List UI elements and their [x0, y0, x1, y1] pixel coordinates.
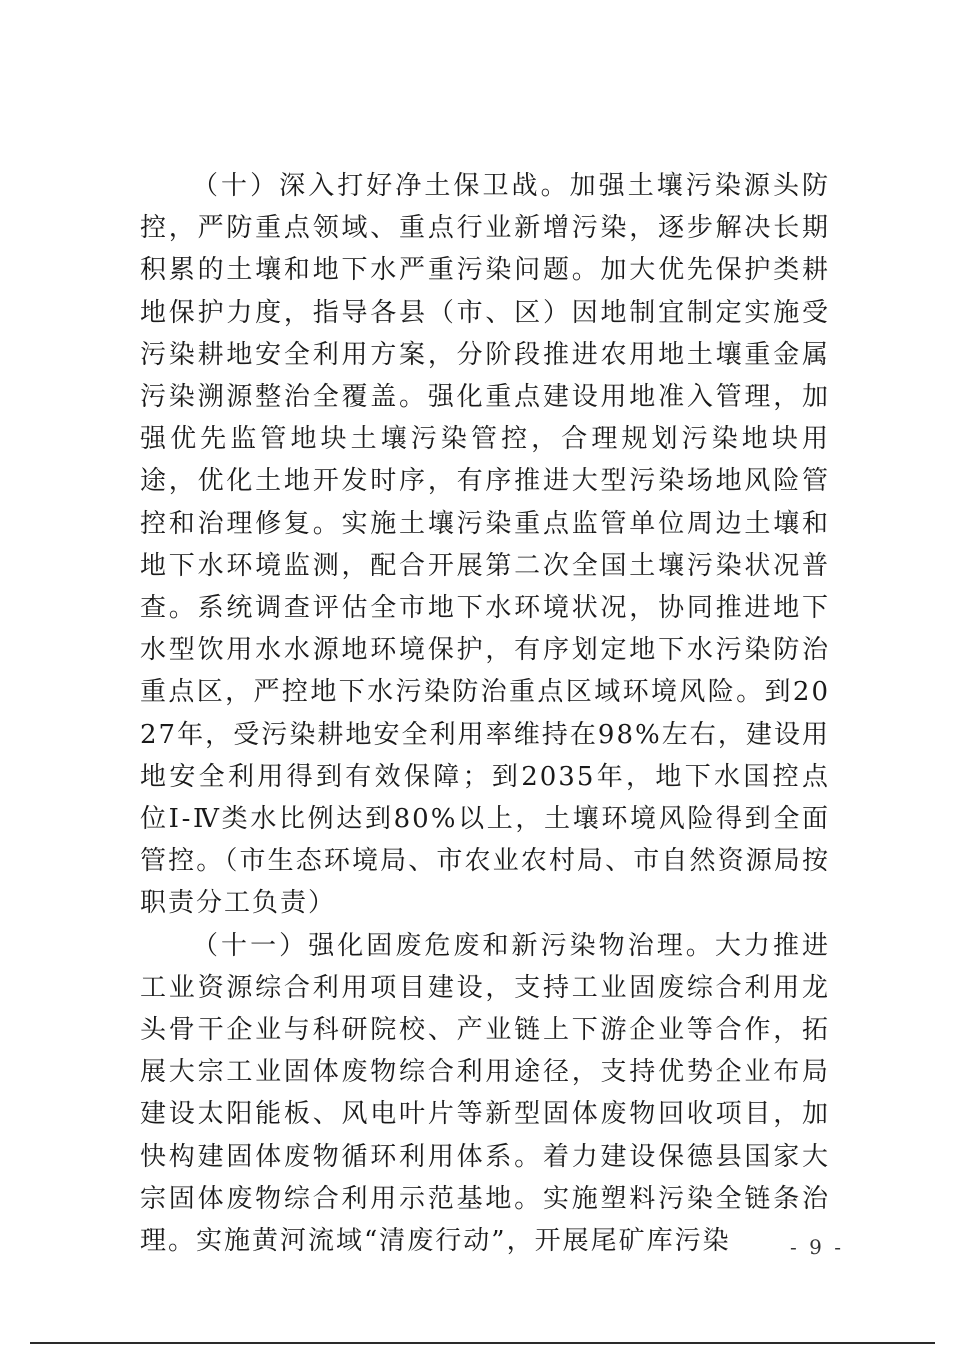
bottom-divider: [30, 1342, 935, 1344]
page-number: - 9 -: [790, 1235, 844, 1259]
document-body: [140, 165, 830, 1262]
paragraph-section-11: （十一）强化固废危废和新污染物治理。大力推进工业资源综合利用项目建设，支持工业固废综合利用龙头骨干企业与科研院校、产业链上下游企业等合作，拓展大宗工业固体废物综合利用途径，支持优势企业布局建设太阳能板、风电叶片等新型固体废物回收项目，加快构建固体废物循环利用体系。着力建设保德县国家大宗固体废物综合利用示范基地。实施塑料污染全链条治理。实施黄河流域“清废行动”，开展尾矿库污染: [140, 930, 830, 1257]
paragraph-section-10: （十）深入打好净土保卫战。加强土壤污染源头防控，严防重点领域、重点行业新增污染，逐步解决长期积累的土壤和地下水严重污染问题。加大优先保护类耕地保护力度，指导各县（市、区）因地制宜制定实施受污染耕地安全利用方案，分阶段推进农用地土壤重金属污染溯源整治全覆盖。强化重点建设用地准入管理，加强优先监管地块土壤污染管控，合理规划污染地块用途，优化土地开发时序，有序推进大型污染场地风险管控和治理修复。实施土壤污染重点监管单位周边土壤和地下水环境监测，配合开展第二次全国土壤污染状况普查。系统调查评估全市地下水环境状况，协同推进地下水型饮用水水源地环境保护，有序划定地下水污染防治重点区，严控地下水污染防治重点区域环境风险。到2027年，受污染耕地安全利用率维持在98%左右，建设用地安全利用得到有效保障；到2035年，地下水国控点位Ⅰ-Ⅳ类水比例达到80%以上，土壤环境风险得到全面管控。（市生态环境局、市农业农村局、市自然资源局按职责分工负责）: [140, 171, 830, 919]
